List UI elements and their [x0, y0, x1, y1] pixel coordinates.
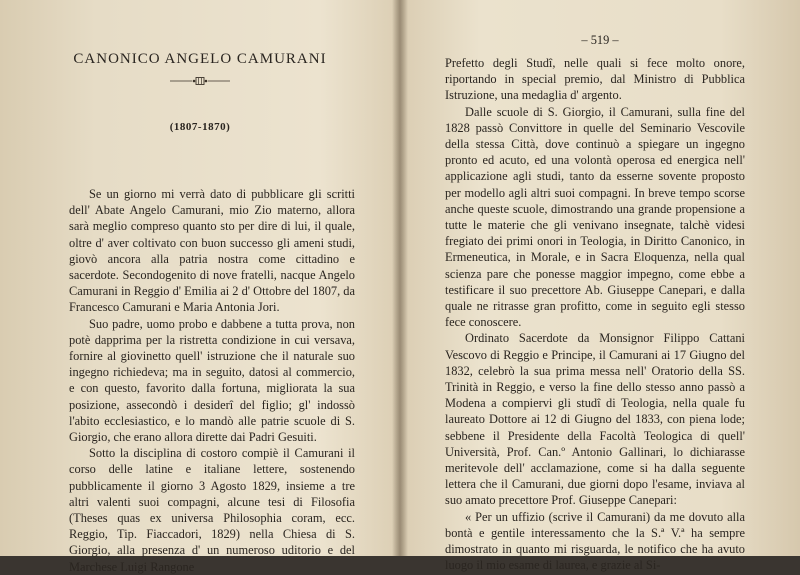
page-number: – 519 –: [581, 33, 619, 47]
paragraph: Se un giorno mi verrà dato di pubblicare gli scritti dell' Abate Angelo Camurani, mio Zio materno, allora sarà meglio compreso quanto sto per dire di lui, il quale, oltre d' aver coltivato con buon successo gli ameni studi, giovò ancora alla patria nostra come cittadino e sacerdote. Secondogenito di nove fratelli, nacque Angelo Camurani in Reggio d' Emilia ai 2 d' Ottobre del 1807, da Francesco Camurani e Maria Antonia Jori.: [69, 187, 355, 315]
right-page: [400, 0, 800, 573]
chapter-title: CANONICO ANGELO CAMURANI: [73, 51, 327, 67]
paragraph: Suo padre, uomo probo e dabbene a tutta prova, non potè dapprima per la ristretta condizione in cui versava, fornire al giovinetto quell' istruzione che il naturale suo ingegno richiedeva; ma in seguito, datosi al commercio, e con questo, favorito dalla fortuna, migliorata la sua posizione, assecondò i desiderî del figlio; gl' indossò l'abito ecclesiastico, e lo mandò alle patrie scuole di S. Giorgio, che erano allora dirette dai Padri Gesuiti.: [69, 316, 355, 445]
life-dates: (1807-1870): [169, 121, 231, 133]
title-ornament-icon: [168, 76, 232, 86]
paragraph: Dalle scuole di S. Giorgio, il Camurani, sulla fine del 1828 passò Convittore in quelle del Seminario Vescovile della stessa Città, dove continuò a spiegare un ingegno pronto ed acuto, ed una volontà operosa ed energica nell' applicazione agli studi, tanto da esserne sovente proposto per modello agli altri suoi compagni. In breve tempo scorse anche queste scuole, dimostrando una grande propensione a tutte le materie che gli venivano insegnate, talchè videsi fregiato dei primi onori in Teologia, in Diritto Canonico, in Ermeneutica, in Morale, e in Sacra Eloquenza, nella qual scienza pare che ponesse maggior impegno, come ebbe a testificare il suo precettore Ab. Giuseppe Canepari, e dalla quale ne ritrasse gran profitto, come in seguito egli stesso fece conoscere.: [445, 104, 745, 330]
left-body-text: [69, 186, 355, 575]
paragraph: Ordinato Sacerdote da Monsignor Filippo Cattani Vescovo di Reggio e Principe, il Camurani ai 17 Giugno del 1832, celebrò la sua prima messa nell' Oratorio della SS. Trinità in Reggio, e verso la fine dello stesso anno passò a Modena a compiervi gli studî di Teologia, nella quale fu laureato Dottore ai 12 di Giugno del 1833, con piena lode; sebbene il Presidente della Facoltà Teologica di quell' Università, Prof. Can.º Antonio Gallinari, lo dichiarasse meritevole dell' acclamazione, come si ha dalla seguente lettera che il Camurani, due giorni dopo l'esame, inviava al suo amato precettore Prof. Giuseppe Canepari:: [445, 331, 745, 508]
paragraph: Prefetto degli Studî, nelle quali si fece molto onore, riportando in special premio, dal Ministro di Pubblica Istruzione, una medaglia d' argento.: [445, 56, 745, 103]
paragraph: Sotto la disciplina di costoro compiè il Camurani il corso delle latine e italiane lettere, sostenendo pubblicamente il giorno 3 Agosto 1829, insieme a tre altri valenti suoi compagni, alcune tesi di Filosofia (Theses quas ex universa Philosophia coram, ecc. Reggio, Tip. Fiaccadori, 1829) nella Chiesa di S. Giorgio, alla presenza d' un numeroso uditorio e del Marchese Luigi Rangone: [69, 446, 355, 574]
paragraph: « Per un uffizio (scrive il Camurani) da me dovuto alla bontà e gentile interessamento che la S.ª V.ª ha sempre dimostrato in quanto mi risguarda, le notifico che ha avuto luogo il mio esame di laurea, e grazie al Si-: [445, 509, 745, 573]
right-body-text: [445, 55, 745, 574]
book-gutter: [392, 0, 408, 556]
left-page: [0, 0, 400, 574]
